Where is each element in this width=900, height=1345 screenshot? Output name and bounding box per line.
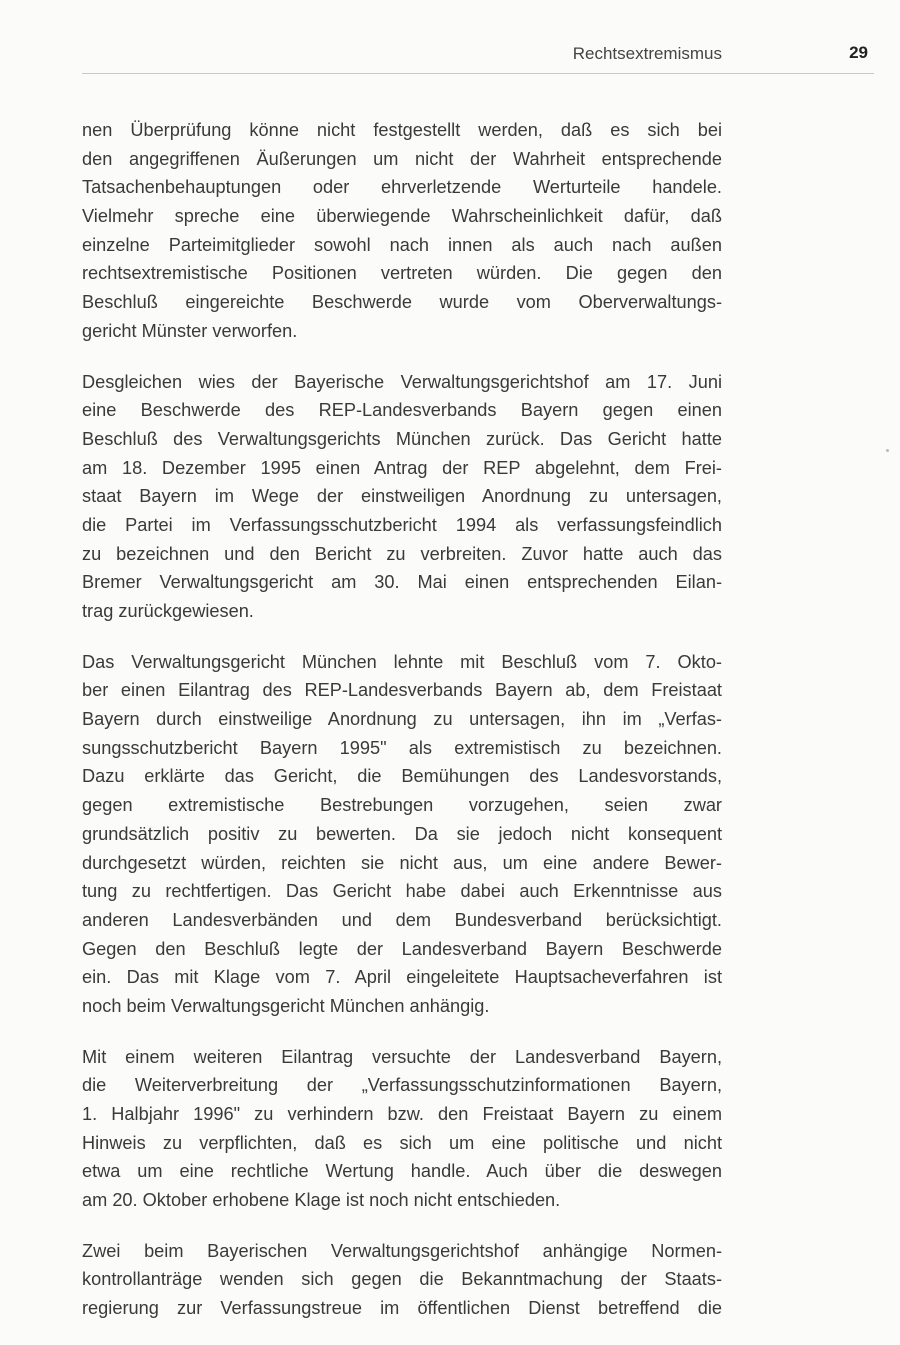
text-line: Bremer Verwaltungsgericht am 30. Mai einen entsprechenden Eilan- xyxy=(82,572,722,593)
text-line: eine Beschwerde des REP-Landesverbands Bayern gegen einen xyxy=(82,400,722,421)
paragraph xyxy=(82,1043,722,1215)
running-title: Rechtsextremismus xyxy=(572,44,722,63)
paragraph xyxy=(82,368,722,626)
text-line: Mit einem weiteren Eilantrag versuchte der Landesverband Bayern, xyxy=(82,1046,722,1067)
text-line: am 18. Dezember 1995 einen Antrag der REP abgelehnt, dem Frei- xyxy=(82,457,722,478)
text-line: die Partei im Verfassungsschutzbericht 1994 als verfassungsfeindlich xyxy=(82,514,722,535)
text-line: 1. Halbjahr 1996" zu verhindern bzw. den Freistaat Bayern zu einem xyxy=(82,1104,722,1124)
body-text xyxy=(82,116,722,1345)
text-line: kontrollanträge wenden sich gegen die Bekanntmachung der Staats- xyxy=(82,1269,722,1290)
text-line: ein. Das mit Klage vom 7. April eingeleitete Hauptsacheverfahren ist xyxy=(82,967,722,988)
text-line: Desgleichen wies der Bayerische Verwaltungsgerichtshof am 17. Juni xyxy=(82,371,722,392)
page-header xyxy=(82,40,874,72)
text-line: Beschluß des Verwaltungsgerichts München zurück. Das Gericht hatte xyxy=(82,428,722,449)
text-line: am 20. Oktober erhobene Klage ist noch nicht entschieden. xyxy=(82,1190,561,1211)
text-line: trag zurückgewiesen. xyxy=(82,601,254,621)
text-line: regierung zur Verfassungstreue im öffentlichen Dienst betreffend die xyxy=(82,1298,722,1319)
text-line: noch beim Verwaltungsgericht München anhängig. xyxy=(82,995,490,1016)
text-line: Bayern durch einstweilige Anordnung zu untersagen, ihn im „Verfas- xyxy=(82,709,722,730)
text-line: gegen extremistische Bestrebungen vorzugehen, seien zwar xyxy=(82,795,722,816)
text-line: staat Bayern im Wege der einstweiligen Anordnung zu untersagen, xyxy=(82,486,722,507)
text-line: nen Überprüfung könne nicht festgestellt werden, daß es sich bei xyxy=(82,120,722,140)
text-line: Gegen den Beschluß legte der Landesverband Bayern Beschwerde xyxy=(82,938,722,959)
text-line: tung zu rechtfertigen. Das Gericht habe dabei auch Erkenntnisse aus xyxy=(82,881,722,902)
paragraph xyxy=(82,116,722,346)
text-line: sungsschutzbericht Bayern 1995" als extremistisch zu bezeichnen. xyxy=(82,737,722,758)
text-line: Hinweis zu verpflichten, daß es sich um eine politische und nicht xyxy=(82,1132,722,1153)
text-line: einzelne Parteimitglieder sowohl nach innen als auch nach außen xyxy=(82,234,722,255)
text-line: den angegriffenen Äußerungen um nicht der Wahrheit entsprechende xyxy=(82,148,722,169)
text-line: Das Verwaltungsgericht München lehnte mit Beschluß vom 7. Okto- xyxy=(82,651,722,672)
text-line: Zwei beim Bayerischen Verwaltungsgerichtshof anhängige Normen- xyxy=(82,1240,722,1261)
text-line: zu bezeichnen und den Bericht zu verbreiten. Zuvor hatte auch das xyxy=(82,543,722,564)
text-line: anderen Landesverbänden und dem Bundesverband berücksichtigt. xyxy=(82,909,722,930)
page-number: 29 xyxy=(849,43,868,62)
header-rule xyxy=(82,73,874,74)
text-line: die Weiterverbreitung der „Verfassungsschutzinformationen Bayern, xyxy=(82,1075,722,1096)
text-line: grundsätzlich positiv zu bewerten. Da sie jedoch nicht konsequent xyxy=(82,823,722,844)
scan-speck xyxy=(886,449,889,452)
text-line: Vielmehr spreche eine überwiegende Wahrscheinlichkeit dafür, daß xyxy=(82,206,722,227)
text-line: ber einen Eilantrag des REP-Landesverbands Bayern ab, dem Freistaat xyxy=(82,680,722,701)
paragraph xyxy=(82,1237,722,1323)
text-line: durchgesetzt würden, reichten sie nicht aus, um eine andere Bewer- xyxy=(82,852,722,873)
text-line: Beschluß eingereichte Beschwerde wurde vom Oberverwaltungs- xyxy=(82,292,722,313)
text-line: Tatsachenbehauptungen oder ehrverletzende Werturteile handele. xyxy=(82,177,722,198)
paragraph xyxy=(82,648,722,1021)
text-line: gericht Münster verworfen. xyxy=(82,320,298,341)
text-line: etwa um eine rechtliche Wertung handle. Auch über die deswegen xyxy=(82,1161,722,1182)
text-line: Dazu erklärte das Gericht, die Bemühungen des Landesvorstands, xyxy=(82,766,722,787)
text-line: rechtsextremistische Positionen vertreten würden. Die gegen den xyxy=(82,263,722,284)
